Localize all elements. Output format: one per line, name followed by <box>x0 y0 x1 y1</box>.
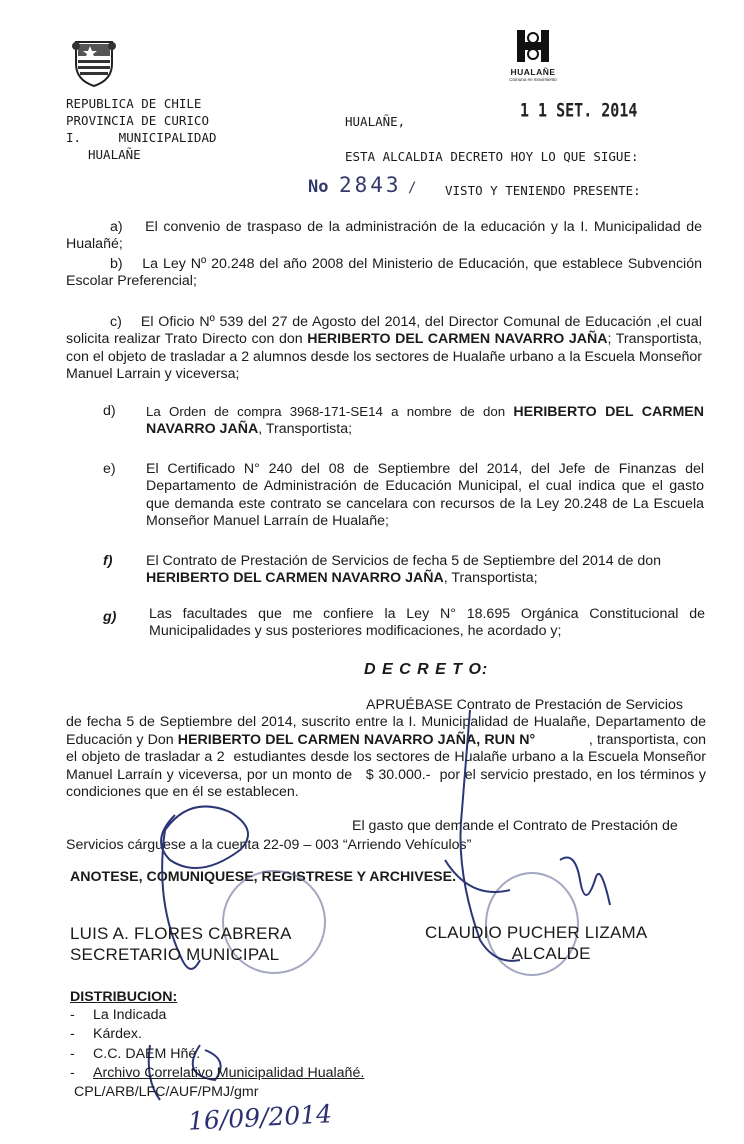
considerando-a <box>66 219 702 254</box>
org-line-country: REPUBLICA DE CHILE <box>66 96 202 111</box>
coat-of-arms-logo <box>70 36 118 88</box>
logo-subtitle: Comuna en movimiento <box>509 77 557 82</box>
decreto-body <box>66 697 710 801</box>
considerando-c <box>66 314 702 384</box>
considerando-label: b) <box>110 256 123 272</box>
considerando-text: El Contrato de Prestación de Servicios de fecha 5 de Septiembre del 2014 de don <box>146 553 662 569</box>
considerando-text: El Certificado N° 240 del 08 de Septiembre del 2014, del Jefe de Finanzas del Departamento de Administración de Educación Municipal, el cual indica que el gasto que demanda este contrato se cancelara con recursos de la Ley 20.248 de La Escuela Monseñor Manuel Larraín de Hualañe; <box>146 461 704 530</box>
decreto-title: D E C R E T O: <box>364 661 489 678</box>
considerando-e <box>146 461 704 531</box>
considerando-text: El Oficio Nº 539 del 27 de Agosto del 2014, del Director Comunal de Educación ,el cual solicita realizar Trato Directo con don <box>66 314 702 348</box>
number-value: 2843 <box>338 173 402 197</box>
contractor-name: HERIBERTO DEL CARMEN NAVARRO JAÑA <box>307 331 608 348</box>
considerando-text: La Orden de compra 3968-171-SE14 a nombre de don <box>146 404 514 419</box>
contractor-name: HERIBERTO DEL CARMEN NAVARRO JAÑA <box>146 404 705 438</box>
considerando-text-post: ; Transportista, con el objeto de trasladar a 2 alumnos desde los sectores de Hualañe urbano a la Escuela Monseñor Manuel Larrain y viceversa; <box>66 331 702 383</box>
distribution-item: - C.C. DAEM Hñé. <box>70 1045 201 1062</box>
distribution-item: - Archivo Correlativo Municipalidad Hualañé. <box>70 1064 365 1081</box>
decreto-p2-text: Servicios cárguese a la cuenta 22-09 – 003 “Arriendo Vehículos” <box>66 837 472 853</box>
considerando-text: Las facultades que me confiere la Ley N° 18.695 Orgánica Constitucional de Municipalidades y sus posteriores modificaciones, he acordado y; <box>149 606 705 640</box>
mayor-signature-block <box>425 922 647 964</box>
considerando-g-label: g) <box>103 609 117 625</box>
distribution-list <box>70 1006 364 1102</box>
considerando-text-post: , Transportista; <box>443 570 538 587</box>
org-block <box>66 95 217 163</box>
place-label: HUALAÑE, <box>345 114 406 129</box>
handwritten-date: 16/09/2014 <box>187 1099 333 1136</box>
considerando-label: c) <box>110 314 122 330</box>
decree-number <box>308 173 416 197</box>
considerando-label: a) <box>110 219 123 235</box>
closing-formula: ANOTESE, COMUNIQUESE, REGISTRESE Y ARCHIVESE. <box>70 869 457 885</box>
considerando-f <box>146 553 704 588</box>
decree-intro: ESTA ALCALDIA DECRETO HOY LO QUE SIGUE: <box>345 149 639 164</box>
number-prefix: No <box>308 177 329 197</box>
mayor-title: ALCALDE <box>511 944 591 963</box>
decreto-p2-first-line: El gasto que demande el Contrato de Prestación de <box>352 818 678 834</box>
org-line-municipality: I. MUNICIPALIDAD <box>66 130 217 145</box>
number-slash: / <box>407 180 417 196</box>
secretary-name: LUIS A. FLORES CABRERA <box>70 924 292 943</box>
visto-label: VISTO Y TENIENDO PRESENTE: <box>445 183 641 198</box>
considerando-d <box>146 403 704 439</box>
date-stamp: 1 1 SET. 2014 <box>520 98 638 122</box>
mayor-name: CLAUDIO PUCHER LIZAMA <box>425 923 648 942</box>
considerando-e-label: e) <box>103 461 116 477</box>
contractor-name: HERIBERTO DEL CARMEN NAVARRO JAÑA <box>146 570 444 587</box>
secretary-signature-block <box>70 923 292 965</box>
contractor-name-run: HERIBERTO DEL CARMEN NAVARRO JAÑA, RUN N° <box>177 731 536 748</box>
considerando-text: La Ley Nº 20.248 del año 2008 del Ministerio de Educación, que establece Subvención Escolar Preferencial; <box>66 256 702 290</box>
distribution-title: DISTRIBUCION: <box>70 989 178 1005</box>
considerando-g <box>149 606 705 641</box>
decreto-p1-first-line: APRUÉBASE Contrato de Prestación de Servicios <box>366 697 684 713</box>
decreto-p1-text: de fecha 5 de Septiembre del 2014, suscrito entre la I. Municipalidad de Hualañe, Departamento de Educación y Don <box>66 714 706 748</box>
considerando-d-label: d) <box>103 403 116 419</box>
hualane-brand-logo <box>505 28 561 90</box>
typist-initials: CPL/ARB/LFC/AUF/PMJ/gmr <box>74 1084 259 1101</box>
distribution-item: - La Indicada <box>70 1007 167 1023</box>
considerando-b <box>66 256 702 291</box>
distribution-item: - Kárdex. <box>70 1026 142 1043</box>
org-line-city: HUALAÑE <box>88 147 141 162</box>
considerando-text-post: , Transportista; <box>258 421 353 438</box>
decreto-p1-text-post: , transportista, con el objeto de trasladar a 2 estudiantes desde los sectores de Hualañe urbano a la Escuela Monseñor Manuel Larraín y viceversa, por un monto de $ 30.000.- por el servicio prestado, en los términos y condiciones que en él se establecen. <box>66 731 710 801</box>
logo-text: HUALAÑE <box>510 67 556 77</box>
considerando-text: El convenio de traspaso de la administración de la educación y la I. Municipalidad de Hualañé; <box>66 219 702 253</box>
org-line-province: PROVINCIA DE CURICO <box>66 113 209 128</box>
considerando-f-label: f) <box>103 553 113 569</box>
secretary-title: SECRETARIO MUNICIPAL <box>70 945 280 964</box>
